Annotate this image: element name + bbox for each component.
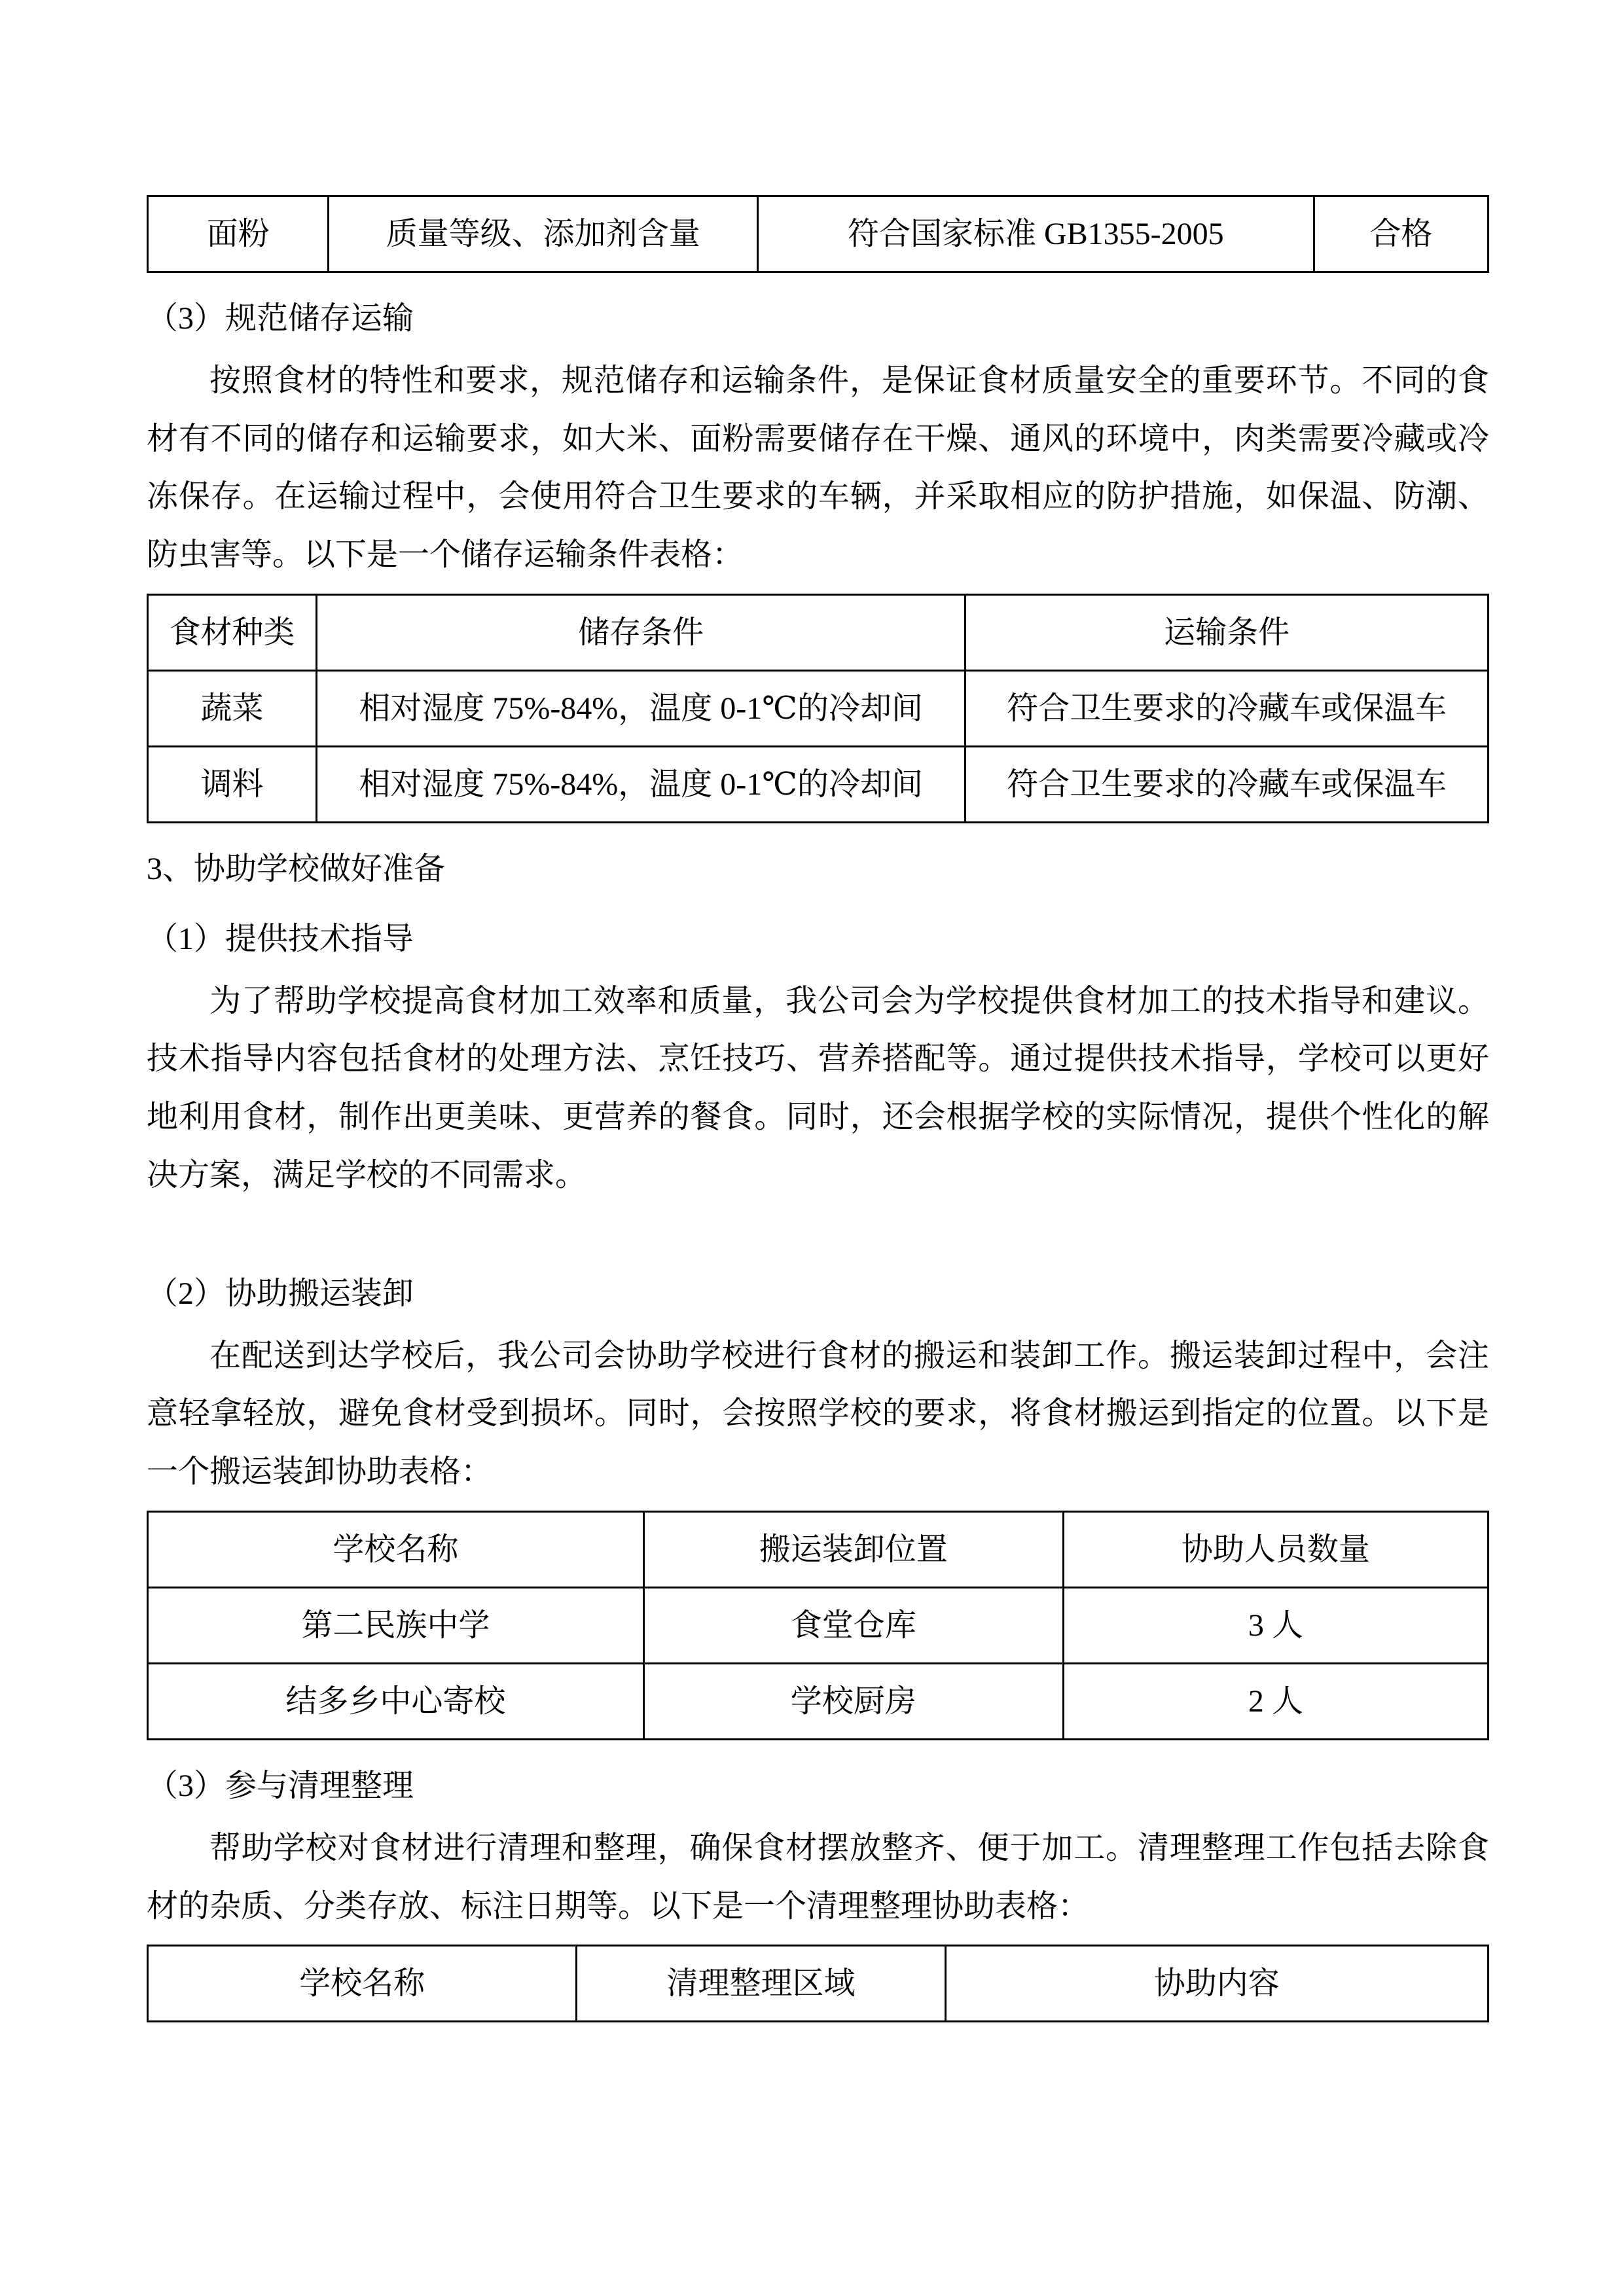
- table-row: [148, 196, 1489, 272]
- table-cell-transport-condition: 符合卫生要求的冷藏车或保温车: [965, 746, 1489, 822]
- table-header-cell: 学校名称: [148, 1511, 644, 1587]
- table-header-cell: 协助内容: [945, 1946, 1488, 2022]
- table-cell-transport-condition: 符合卫生要求的冷藏车或保温车: [965, 670, 1489, 746]
- table-header-cell: 搬运装卸位置: [643, 1511, 1063, 1587]
- table-header-row: [148, 1511, 1489, 1587]
- storage-transport-table: [147, 594, 1489, 823]
- table-header-cell: 储存条件: [317, 594, 965, 670]
- table-cell-food-type: 蔬菜: [148, 670, 317, 746]
- section-heading-move-unload: （2）协助搬运装卸: [147, 1276, 414, 1311]
- table-header-row: [148, 594, 1489, 670]
- table-header-cell: 学校名称: [148, 1946, 577, 2022]
- table-header-cell: 清理整理区域: [577, 1946, 945, 2022]
- table-cell-staff-count: 2 人: [1063, 1663, 1488, 1739]
- storage-transport-paragraph: 按照食材的特性和要求，规范储存和运输条件，是保证食材质量安全的重要环节。不同的食材有不同的储存和运输要求，如大米、面粉需要储存在干燥、通风的环境中，肉类需要冷藏或冷冻保存。在运输过程中，会使用符合卫生要求的车辆，并采取相应的防护措施，如保温、防潮、防虫害等。以下是一个储存运输条件表格：: [147, 363, 1489, 573]
- move-unload-paragraph: 在配送到达学校后，我公司会协助学校进行食材的搬运和装卸工作。搬运装卸过程中，会注意轻拿轻放，避免食材受到损坏。同时，会按照学校的要求，将食材搬运到指定的位置。以下是一个搬运装卸协助表格：: [147, 1338, 1489, 1490]
- table-cell-school-name: 结多乡中心寄校: [148, 1663, 644, 1739]
- move-unload-table: [147, 1511, 1489, 1740]
- table-cell-location: 食堂仓库: [643, 1587, 1063, 1663]
- section-heading-assist-school: 3、协助学校做好准备: [147, 851, 446, 886]
- table-header-cell: 食材种类: [148, 594, 317, 670]
- table-cell-storage-condition: 相对湿度 75%-84%，温度 0-1℃的冷却间: [317, 670, 965, 746]
- table-cell-school-name: 第二民族中学: [148, 1587, 644, 1663]
- table-row: [148, 746, 1489, 822]
- table-cell-location: 学校厨房: [643, 1663, 1063, 1739]
- section-heading-clean-organize: （3）参与清理整理: [147, 1768, 414, 1803]
- section-heading-tech-guidance: （1）提供技术指导: [147, 921, 414, 956]
- table-cell-staff-count: 3 人: [1063, 1587, 1488, 1663]
- table-row: [148, 1663, 1489, 1739]
- table-row: [148, 1587, 1489, 1663]
- tech-guidance-paragraph: 为了帮助学校提高食材加工效率和质量，我公司会为学校提供食材加工的技术指导和建议。技术指导内容包括食材的处理方法、烹饪技巧、营养搭配等。通过提供技术指导，学校可以更好地利用食材，制作出更美味、更营养的餐食。同时，还会根据学校的实际情况，提供个性化的解决方案，满足学校的不同需求。: [147, 983, 1489, 1193]
- table-cell-food-type: 调料: [148, 746, 317, 822]
- table-header-row: [148, 1946, 1489, 2022]
- section-heading-storage-transport: （3）规范储存运输: [147, 301, 414, 336]
- table-cell-storage-condition: 相对湿度 75%-84%，温度 0-1℃的冷却间: [317, 746, 965, 822]
- table-cell-result: 合格: [1314, 196, 1488, 272]
- table-header-cell: 协助人员数量: [1063, 1511, 1488, 1587]
- quality-inspection-table: [147, 195, 1489, 273]
- table-header-cell: 运输条件: [965, 594, 1489, 670]
- table-cell-food-name: 面粉: [148, 196, 329, 272]
- clean-organize-table: [147, 1945, 1489, 2022]
- table-cell-inspection-item: 质量等级、添加剂含量: [329, 196, 757, 272]
- table-cell-standard: 符合国家标准 GB1355-2005: [757, 196, 1314, 272]
- table-row: [148, 670, 1489, 746]
- clean-organize-paragraph: 帮助学校对食材进行清理和整理，确保食材摆放整齐、便于加工。清理整理工作包括去除食材的杂质、分类存放、标注日期等。以下是一个清理整理协助表格：: [147, 1830, 1489, 1924]
